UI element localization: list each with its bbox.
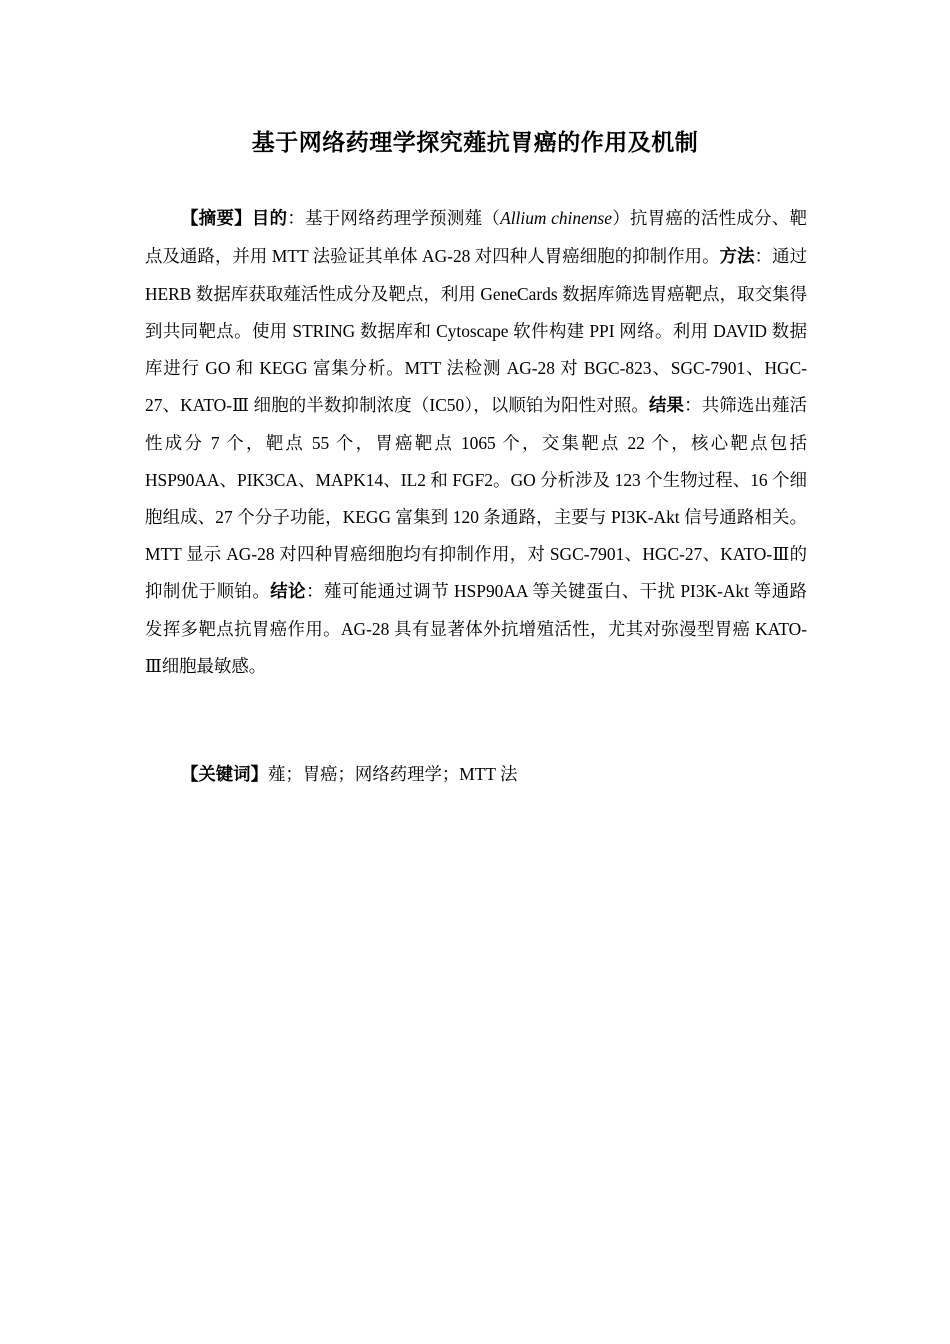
conclusion-text: ：薤可能通过调节 HSP90AA 等关键蛋白、干扰 PI3K-Akt 等通路发挥多靶点抗胃癌作用。AG-28 具有显著体外抗增殖活性，尤其对弥漫型胃癌 KATO-Ⅲ细胞最敏感。	[145, 581, 807, 676]
keywords-paragraph	[145, 756, 807, 794]
conclusion-label: 结论	[270, 582, 307, 602]
methods-label: 方法	[719, 247, 755, 267]
results-label: 结果	[648, 396, 685, 416]
purpose-text-2: ）抗胃癌的活性成分、靶点及通路，并用 MTT 法验证其单体 AG-28 对四种人胃癌细胞的抑制作用。	[145, 208, 807, 266]
methods-text: ：通过 HERB 数据库获取薤活性成分及靶点，利用 GeneCards 数据库筛选胃癌靶点，取交集得到共同靶点。使用 STRING 数据库和 Cytoscape 软件构建 PPI 网络。利用 DAVID 数据库进行 GO 和 KEGG 富集分析。MTT 法检测 AG-28 对 BGC-823、SGC-7901、HGC-27、KATO-Ⅲ 细胞的半数抑制浓度（IC50），以顺铂为阳性对照。	[145, 246, 807, 415]
purpose-text-1: ：基于网络药理学预测薤（	[287, 208, 501, 228]
purpose-label: 目的	[251, 209, 288, 229]
species-name: Allium chinense	[500, 208, 612, 228]
results-text: ：共筛选出薤活性成分 7 个，靶点 55 个，胃癌靶点 1065 个，交集靶点 22 个，核心靶点包括 HSP90AA、PIK3CA、MAPK14、IL2 和 FGF2。GO 分析涉及 123 个生物过程、16 个细胞组成、27 个分子功能，KEGG 富集到 120 条通路，主要与 PI3K-Akt 信号通路相关。MTT 显示 AG-28 对四种胃癌细胞均有抑制作用，对 SGC-7901、HGC-27、KATO-Ⅲ的抑制优于顺铂。	[145, 395, 807, 601]
abstract-heading: 【摘要】	[181, 209, 252, 229]
keywords-text: 薤；胃癌；网络药理学；MTT 法	[267, 764, 518, 784]
abstract-paragraph	[145, 200, 807, 685]
keywords-heading: 【关键词】	[181, 765, 268, 785]
document-title: 基于网络药理学探究薤抗胃癌的作用及机制	[251, 130, 699, 156]
